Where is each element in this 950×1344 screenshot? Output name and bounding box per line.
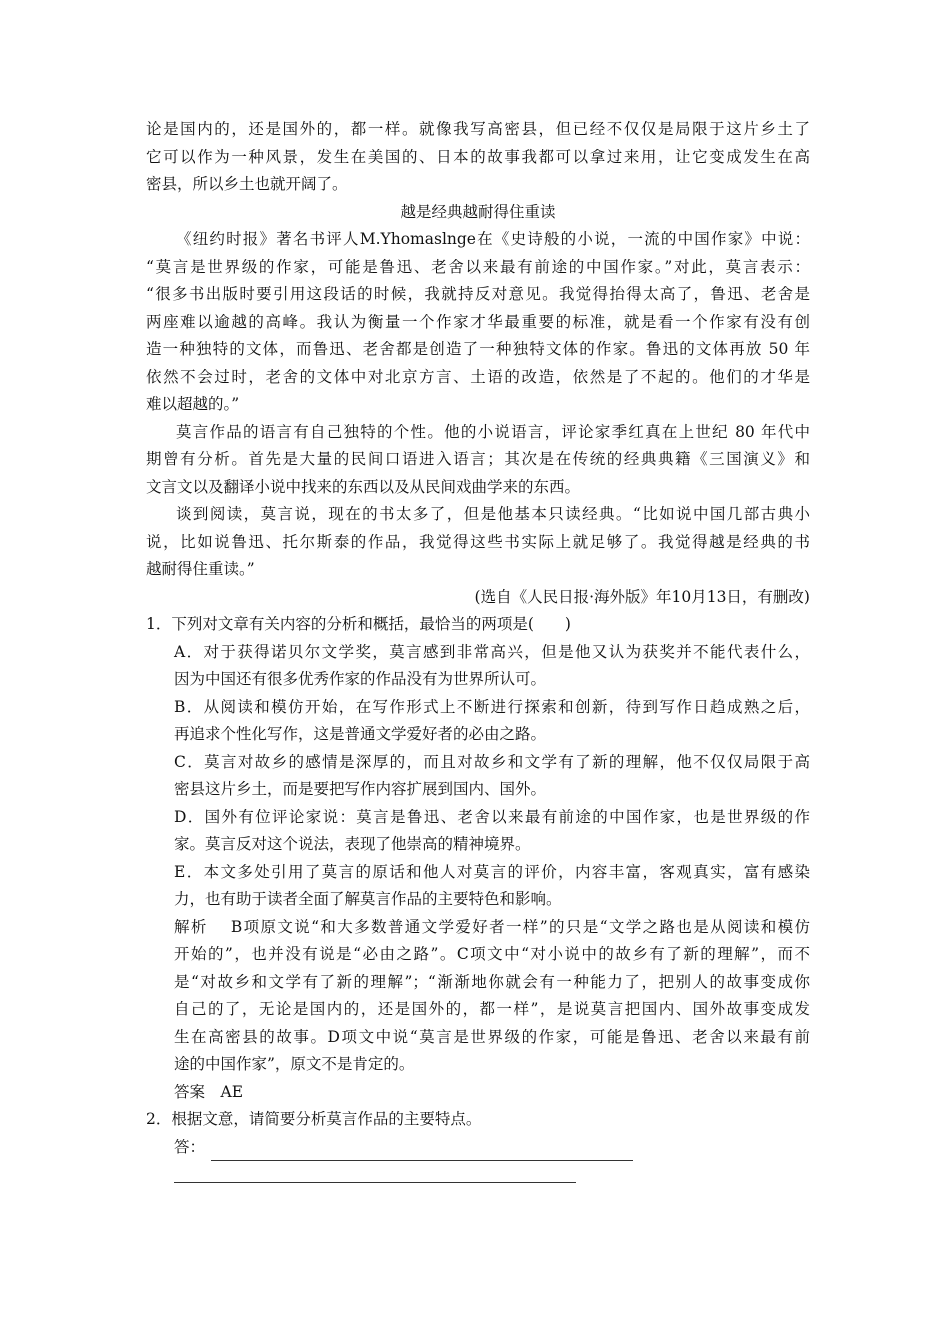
text-line: 依然不会过时，老舍的文体中对北京方言、土语的改造，依然是了不起的。他们的才华是 (146, 367, 810, 386)
option-line: B．从阅读和模仿开始，在写作形式上不断进行探索和创新，待到写作日趋成熟之后， (174, 697, 810, 716)
text-line: 莫言作品的语言有自己独特的个性。他的小说语言，评论家季红真在上世纪 80 年代中 (176, 422, 810, 441)
option-line: 因为中国还有很多优秀作家的作品没有为世界所认可。 (174, 670, 547, 688)
option-c (146, 749, 810, 804)
answer-label: 答： (174, 1137, 206, 1156)
source-note: (选自《人民日报·海外版》年10月13日，有删改) (474, 587, 810, 606)
analysis-line: 自己的了，无论是国内的，还是国外的，都一样”，是说莫言把国内、国外故事变成发 (174, 1000, 810, 1018)
option-a (146, 639, 810, 694)
text-line: 它可以作为一种风景，发生在美国的、日本的故事我都可以拿过来用，让它变成发生在高 (146, 147, 810, 166)
question-stem: 2．根据文意，请简要分析莫言作品的主要特点。 (146, 1110, 482, 1128)
paragraph-1 (146, 226, 810, 419)
answer-blank-line[interactable] (174, 1161, 576, 1183)
document-content (146, 116, 810, 1183)
text-line: “很多书出版时要引用这段话的时候，我就持反对意见。我觉得抬得太高了，鲁迅、老舍是 (146, 285, 810, 303)
option-line: 家。莫言反对这个说法，表现了他崇高的精神境界。 (174, 835, 531, 853)
analysis-line: 途的中国作家”，原文不是肯定的。 (174, 1055, 415, 1073)
analysis-line: 解析 B项原文说“和大多数普通文学爱好者一样”的只是“文学之路也是从阅读和模仿 (174, 917, 810, 936)
analysis-line: 生在高密县的故事。D项文中说“莫言是世界级的作家，可能是鲁迅、老舍以来最有前 (174, 1027, 810, 1046)
text-line: 难以超越的。” (146, 395, 240, 413)
paragraph-2 (146, 419, 810, 502)
top-paragraph (146, 116, 810, 199)
analysis (146, 914, 810, 1079)
option-line: C．莫言对故乡的感情是深厚的，而且对故乡和文学有了新的理解，他不仅仅局限于高 (174, 752, 810, 771)
option-line: 再追求个性化写作，这是普通文学爱好者的必由之路。 (174, 725, 547, 743)
question-stem: 1．下列对文章有关内容的分析和概括，最恰当的两项是( ) (146, 615, 571, 633)
text-line: 谈到阅读，莫言说，现在的书太多了，但是他基本只读经典。“比如说中国几部古典小 (176, 505, 810, 523)
option-line: A．对于获得诺贝尔文学奖，莫言感到非常高兴，但是他又认为获奖并不能代表什么， (174, 642, 810, 661)
analysis-line: 是“对故乡和文学有了新的理解”；“渐渐地你就会有一种能力了，把别人的故事变成你 (174, 972, 810, 991)
paragraph-3 (146, 501, 810, 584)
answer-blank-line[interactable] (211, 1142, 633, 1161)
text-line: 说，比如说鲁迅、托尔斯泰的作品，我觉得这些书实际上就足够了。我觉得越是经典的书 (146, 532, 810, 551)
option-e (146, 859, 810, 914)
section-title: 越是经典越耐得住重读 (400, 202, 556, 221)
text-line: 越耐得住重读。” (146, 560, 255, 578)
text-line: 《纽约时报》著名书评人M.Yhomaslnge在《史诗般的小说，一流的中国作家》中说： (176, 230, 810, 248)
text-line: 两座难以逾越的高峰。我认为衡量一个作家才华最重要的标准，就是看一个作家有没有创 (146, 312, 810, 331)
option-line: E．本文多处引用了莫言的原话和他人对莫言的评价，内容丰富，客观真实，富有感染 (174, 862, 810, 881)
answer-text: 答案 AE (174, 1082, 244, 1101)
option-line: D．国外有位评论家说：莫言是鲁迅、老舍以来最有前途的中国作家，也是世界级的作 (174, 807, 810, 826)
option-line: 力，也有助于读者全面了解莫言作品的主要特色和影响。 (174, 890, 562, 908)
analysis-line: 开始的”，也并没有说是“必由之路”。C项文中“对小说中的故乡有了新的理解”，而不 (174, 945, 810, 963)
option-line: 密县这片乡土，而是要把写作内容扩展到国内、国外。 (174, 780, 547, 798)
text-line: “莫言是世界级的作家，可能是鲁迅、老舍以来最有前途的中国作家。”对此，莫言表示： (146, 257, 810, 276)
text-line: 造一种独特的文体，而鲁迅、老舍都是创造了一种独特文体的作家。鲁迅的文体再放 50 年 (146, 340, 810, 358)
text-line: 期曾有分析。首先是大量的民间口语进入语言；其次是在传统的经典典籍《三国演义》和 (146, 450, 810, 468)
text-line: 文言文以及翻译小说中找来的东西以及从民间戏曲学来的东西。 (146, 477, 581, 496)
answer-row (146, 1134, 810, 1162)
text-line: 论是国内的，还是国外的，都一样。就像我写高密县，但已经不仅仅是局限于这片乡土了 (146, 120, 810, 138)
text-line: 密县，所以乡土也就开阔了。 (146, 175, 348, 193)
question-2 (146, 1106, 810, 1183)
option-d (146, 804, 810, 859)
question-1 (146, 611, 810, 1106)
option-b (146, 694, 810, 749)
